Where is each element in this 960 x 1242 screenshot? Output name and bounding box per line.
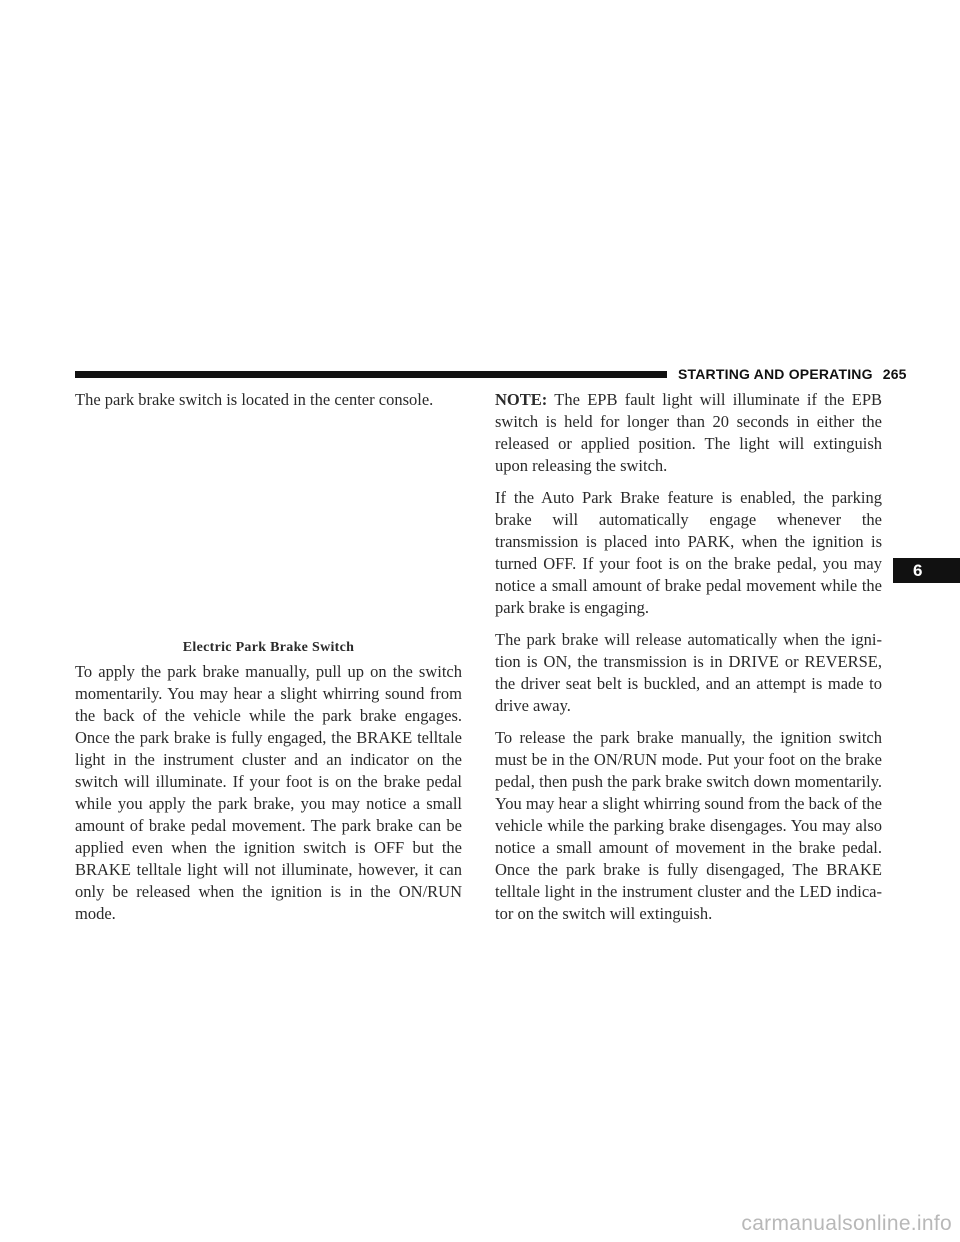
auto-park-brake-paragraph: If the Auto Park Brake feature is enabled, the parking brake will automatically engage whenever the transmission is placed into PARK, when the ignition is turned OFF. If your foot is on the brake pedal, you may notice a small amount of brake pedal movement while the park brake is engaging. xyxy=(495,488,882,617)
figure-caption: Electric Park Brake Switch xyxy=(182,640,355,655)
auto-release-paragraph: The park brake will release automatically when the igni- tion is ON, the transmission is in DRIVE or REVERSE, the driver seat belt is buckled, and an attempt is made to drive away. xyxy=(495,630,882,715)
note-label: NOTE: xyxy=(495,390,548,409)
note-text: The EPB fault light will illuminate if the EPB switch is held for longer than 20 seconds in either the released or applied position. The light will extinguish upon releasing the switch. xyxy=(495,390,882,475)
section-title: STARTING AND OPERATING xyxy=(678,366,873,382)
header-rule xyxy=(75,371,667,378)
apply-park-brake-paragraph: To apply the park brake manually, pull up on the switch momentarily. You may hear a slight whirring sound from the back of the vehicle while the park brake engages. Once the park brake is fully engaged, the BRAKE telltale light in the instrument cluster and an indicator on the switch will illuminate. If your foot is on the brake pedal while you apply the park brake, you may notice a small amount of brake pedal movement. The park brake can be applied even when the ignition switch is OFF but the BRAKE telltale light will not illuminate, however, it can only be released when the ignition is in the ON/RUN mode. xyxy=(75,662,462,923)
figure-placeholder xyxy=(75,421,462,639)
manual-release-paragraph: To release the park brake manually, the ignition switch must be in the ON/RUN mode. Put your foot on the brake pedal, then push the park brake switch down momentarily. You may hear a slight whirring sound from the back of the vehicle while the parking brake disengages. You may also notice a small amount of movement in the brake pedal. Once the park brake is fully disengaged, The BRAKE telltale light in the instrument cluster and the LED indica- tor on the switch will extinguish. xyxy=(495,728,882,923)
running-header xyxy=(678,366,907,382)
note-paragraph xyxy=(495,389,882,477)
chapter-tab: 6 xyxy=(893,558,960,583)
page-number: 265 xyxy=(882,366,907,382)
left-column xyxy=(75,389,462,935)
right-column xyxy=(495,389,882,935)
intro-paragraph: The park brake switch is located in the center console. xyxy=(75,390,434,409)
watermark: carmanualsonline.info xyxy=(741,1212,952,1235)
